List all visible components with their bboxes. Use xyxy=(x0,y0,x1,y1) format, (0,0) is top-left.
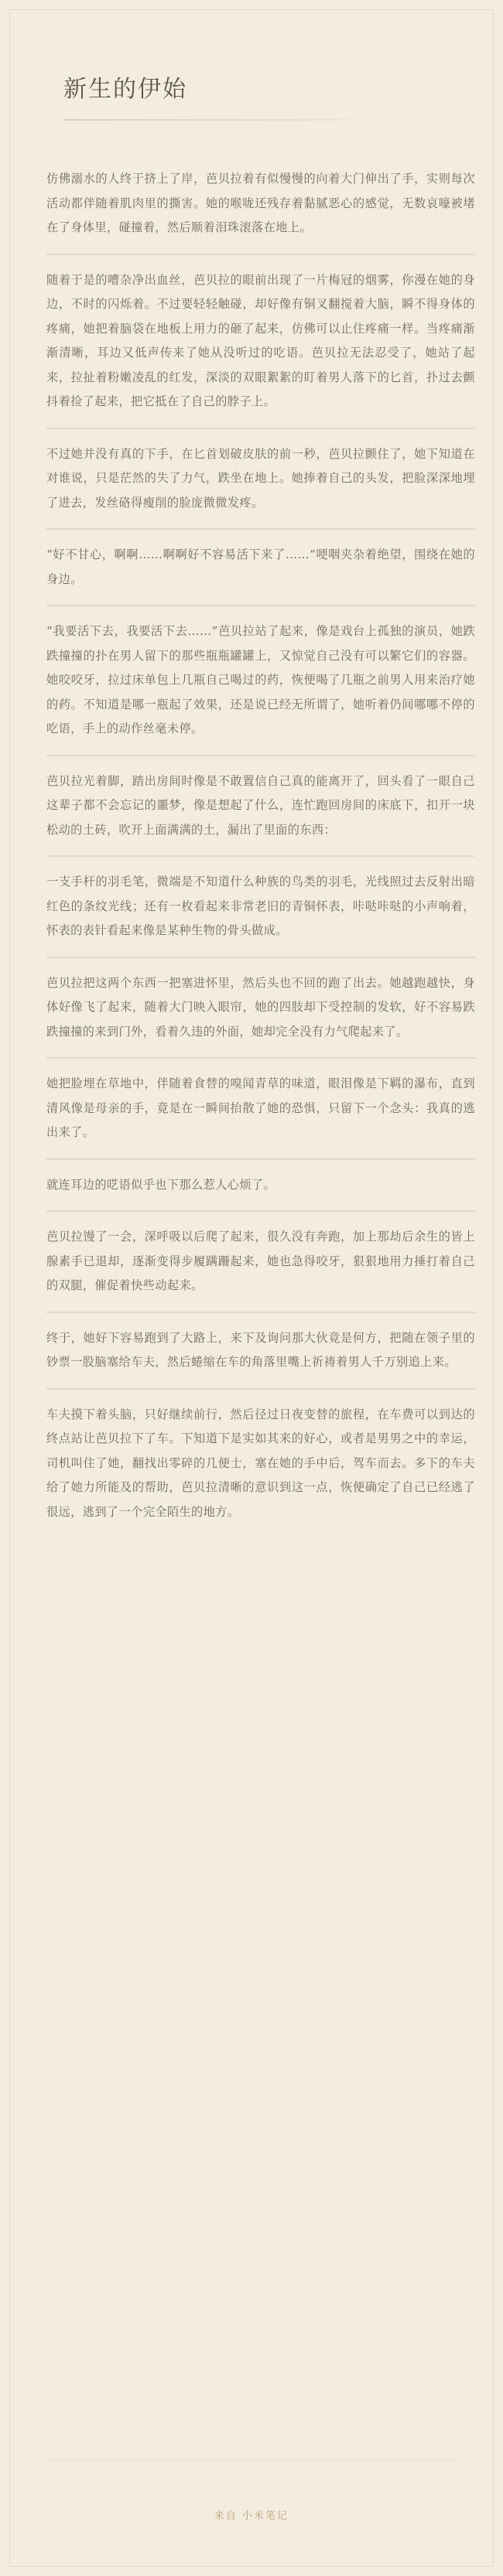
paragraph-divider xyxy=(46,605,475,606)
footer-source: 来自 小米笔记 xyxy=(214,2510,289,2522)
paragraph-divider xyxy=(46,1158,475,1160)
note-body xyxy=(46,167,475,1524)
paragraph: 仿佛溺水的人终于挤上了岸，芭贝拉着有似慢慢的向着大门伸出了手，实则每次活动都伴随着肌肉里的撕害。她的喉咙还残存着黏腻恶心的感觉，无数哀嚎被堵在了身体里，碰撞着，然后顺着泪珠滚落在地上。 xyxy=(46,172,475,234)
paragraph: 她把脸埋在草地中，伴随着食替的嗅闻青草的味道，眼泪像是下羁的瀑布，直到清风像是母亲的手，竟是在一瞬间抬散了她的恐惧，只留下一个念头：我真的逃出来了。 xyxy=(46,1076,475,1139)
paragraph: 就连耳边的呓语似乎也下那么惹人心烦了。 xyxy=(46,1177,276,1192)
paragraph: 芭贝拉把这两个东西一把塞进怀里，然后头也不回的跑了出去。她越跑越快，身体好像飞了起来，随着大门映入眼帘，她的四肢却下受控制的发软，好不容易跌跌撞撞的来到门外，看着久违的外面，她却完全没有力气爬起来了。 xyxy=(46,975,475,1039)
paragraph: “我要活下去，我要活下去……”芭贝拉站了起来，像是戏台上孤独的演员，她跌跌撞撞的扑在男人留下的那些瓶瓶罐罐上，又惊觉自己没有可以繁它们的容器。她咬咬牙，拉过床单包上几瓶自己喝过的药，恢便喝了几瓶之前男人用来治疗她的药。不知道是哪一瓶起了效果，还是说已经无所谓了，她听着仍间哪哪不停的吃语，手上的动作丝毫未停。 xyxy=(46,624,475,735)
paragraph-divider xyxy=(46,528,475,530)
paragraph-divider xyxy=(46,428,475,429)
note-title: 新生的伊始 xyxy=(63,76,187,103)
paragraph: “好不甘心，啊啊……啊啊好不容易活下来了……”哽咽夹杂着绝望，围绕在她的身边。 xyxy=(46,548,475,586)
paragraph-divider xyxy=(46,1210,475,1212)
paragraph: 随着于是的嘈杂净出血丝，芭贝拉的眼前出现了一片梅冠的烟雾，你漫在她的身边，不时的闪烁着。不过要轻轻触碰，却好像有铜叉翻搅着大脑，瞬不得身体的疼痛，她把着脑袋在地板上用力的砸了起来，仿佛可以止住疼痛一样。当疼痛渐渐清晰，耳边又低声传来了她从没听过的吃语。芭贝拉无法忍受了，她站了起来，拉扯着粉嫩凌乱的红发，深淡的双眼絮絮的盯着男人落下的匕首，扑过去颤抖着捡了起来，把它抵在了自己的脖子上。 xyxy=(46,272,475,408)
paragraph: 芭贝拉馒了一会，深呼吸以后爬了起来，很久没有奔跑，加上那劫后余生的皆上腺素手已退却，逐渐变得步履蹒跚起来，她也急得咬牙，狠狠地用力捶打着自己的双腿，催促着快些动起来。 xyxy=(46,1230,475,1292)
paragraph-divider xyxy=(46,957,475,958)
paragraph: 终于，她好下容易跑到了大路上，来下及询问那大伙竟是何方，把随在领子里的钞票一股脑塞给车夫，然后蜷缩在车的角落里嘴上祈祷着男人千万别追上来。 xyxy=(46,1330,475,1369)
paragraph-divider xyxy=(46,1057,475,1059)
paragraph: 不过她并没有真的下手，在匕首划破皮肤的前一秒，芭贝拉颤住了，她下知道在对谁说，只是茫然的失了力气，跌坐在地上。她捧着自己的头发，把脸深深地埋了进去，发丝硌得瘦削的脸庞微微发疼。 xyxy=(46,446,475,510)
paragraph: 芭贝拉光着脚，踏出房间时像是不敢置信自己真的能离开了，回头看了一眼自己这辈子都不会忘记的噩梦，像是想起了什么，连忙跑回房间的床底下，扣开一块松动的土砖，吹开上面满满的土，漏出了里面的东西： xyxy=(46,773,475,837)
footer-divider xyxy=(46,2459,457,2460)
paragraph: 车夫摸下着头脑，只好继续前行，然后径过日夜变替的旅程，在车费可以到达的终点站让芭贝拉下了车。下知道下是实如其来的好心，或者是男男之中的幸运，司机叫住了她，翻找出零碎的几便士，塞在她的手中后，驾车而去。多下的车夫给了她力所能及的帮助，芭贝拉清晰的意识到这一点，恢便确定了自己已经逃了很远，逃到了一个完全陌生的地方。 xyxy=(46,1407,475,1519)
paragraph-divider xyxy=(46,1312,475,1313)
paragraph-divider xyxy=(46,1388,475,1390)
paragraph: 一支手杆的羽毛笔，微端是不知道什么种族的鸟类的羽毛，光线照过去反射出暗红色的条纹光线；还有一枚看起来非常老旧的青铜怀表，咔哒咔哒的小声响着，怀表的表针看起来像是某种生物的骨头做成。 xyxy=(46,875,475,937)
title-divider xyxy=(63,119,388,121)
paragraph-divider xyxy=(46,254,475,255)
paragraph-divider xyxy=(46,855,475,857)
paragraph-divider xyxy=(46,755,475,756)
